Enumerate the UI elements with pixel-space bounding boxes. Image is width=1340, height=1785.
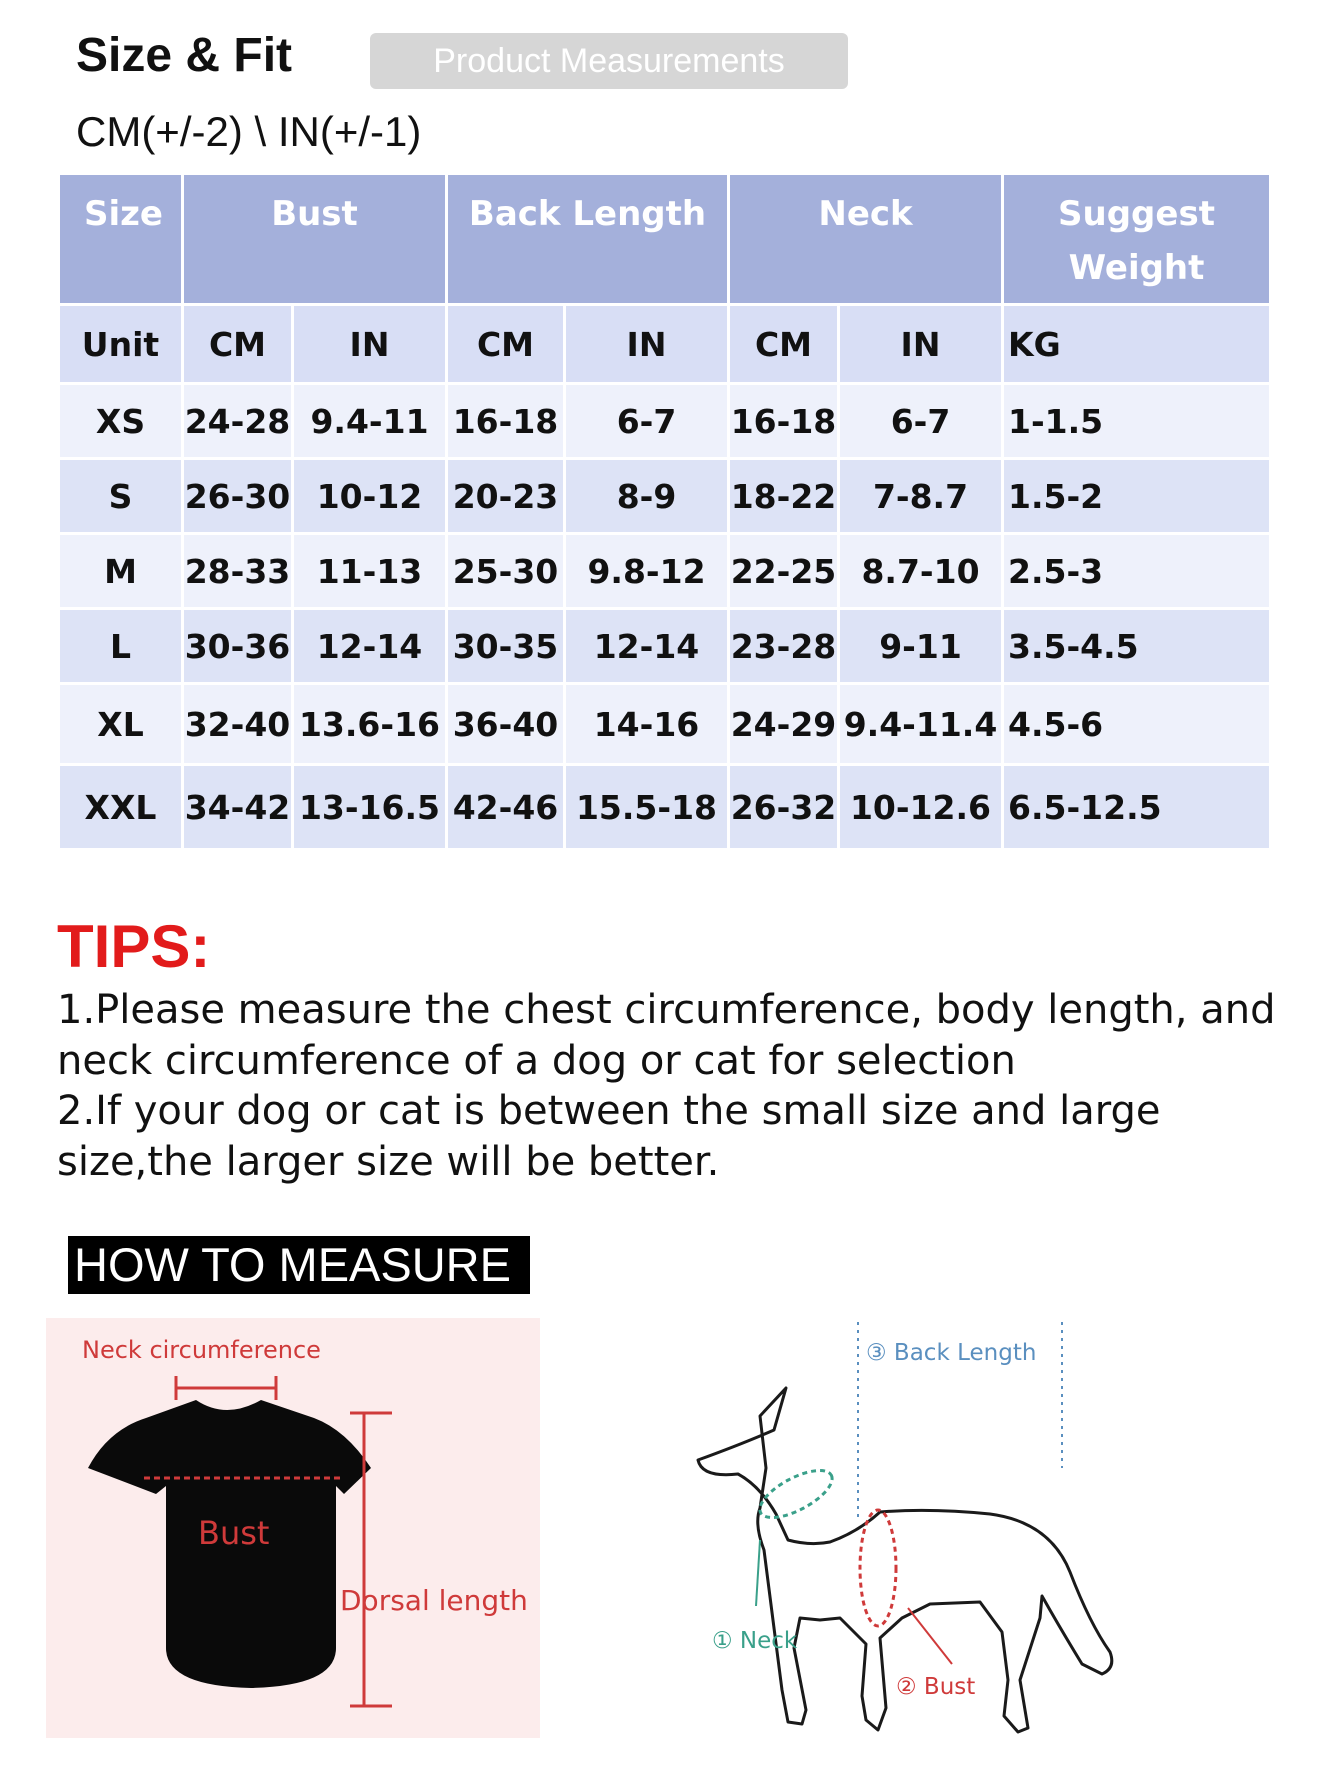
bust-ring [860,1510,896,1626]
tip-1-line-2: neck circumference of a dog or cat for selection [57,1038,1016,1084]
header-suggest-weight-line2: Weight [1068,248,1205,288]
table-cell: IN [565,305,729,384]
table-row [59,765,1271,850]
table-row [59,459,1271,534]
table-cell: IN [293,305,447,384]
units-note: CM(+/-2) \ IN(+/-1) [76,108,422,155]
tip-2-line-2: size,the larger size will be better. [57,1139,720,1185]
table-row [59,384,1271,459]
table-cell: 10-12 [293,459,447,534]
tip-1-line-1: 1.Please measure the chest circumference, body length, and [57,987,1276,1033]
table-cell: 18-22 [729,459,839,534]
table-header-row [59,174,1271,305]
table-cell: 36-40 [447,684,565,765]
table-cell: 3.5-4.5 [1003,609,1271,684]
table-cell: 9-11 [839,609,1003,684]
neck-label: ① Neck [712,1628,798,1654]
header-suggest-weight-line1: Suggest [1058,194,1215,234]
table-cell: 16-18 [729,384,839,459]
table-cell: 26-32 [729,765,839,850]
table-cell: 24-28 [183,384,293,459]
table-cell: 20-23 [447,459,565,534]
table-row [59,609,1271,684]
table-cell: 2.5-3 [1003,534,1271,609]
table-cell: 30-36 [183,609,293,684]
header-neck: Neck [729,174,1003,305]
tips-heading: TIPS: [57,913,211,980]
table-cell: 6-7 [565,384,729,459]
table-cell: 12-14 [565,609,729,684]
table-cell: 30-35 [447,609,565,684]
table-cell: 24-29 [729,684,839,765]
bust-label: Bust [198,1514,270,1552]
table-cell: 16-18 [447,384,565,459]
table-cell: 8-9 [565,459,729,534]
table-cell: 22-25 [729,534,839,609]
table-cell: 34-42 [183,765,293,850]
dorsal-length-label: Dorsal length [340,1584,528,1617]
table-cell: 4.5-6 [1003,684,1271,765]
table-cell: 28-33 [183,534,293,609]
dog-measure-illustration [690,1318,1150,1758]
shirt-diagram [46,1318,540,1738]
back-length-label: ③ Back Length [866,1340,1037,1366]
table-cell: 32-40 [183,684,293,765]
table-cell: 9.4-11 [293,384,447,459]
dog-diagram [690,1318,1150,1758]
table-cell: IN [839,305,1003,384]
table-cell: CM [183,305,293,384]
page-title: Size & Fit [76,29,293,82]
table-cell: 25-30 [447,534,565,609]
table-cell: 11-13 [293,534,447,609]
table-cell: 13-16.5 [293,765,447,850]
size-table [57,172,1272,851]
table-cell: 6.5-12.5 [1003,765,1271,850]
table-cell: 26-30 [183,459,293,534]
table-cell: CM [729,305,839,384]
table-cell: 9.4-11.4 [839,684,1003,765]
table-cell: 15.5-18 [565,765,729,850]
table-row [59,534,1271,609]
table-cell: M [59,534,183,609]
table-cell: 13.6-16 [293,684,447,765]
neck-circumference-label: Neck circumference [82,1336,321,1364]
dog-bust-label: ② Bust [896,1674,976,1700]
table-cell: 23-28 [729,609,839,684]
unit-row [59,305,1271,384]
bust-pointer [908,1608,952,1664]
table-cell: 6-7 [839,384,1003,459]
table-cell: 7-8.7 [839,459,1003,534]
table-cell: 8.7-10 [839,534,1003,609]
table-row [59,684,1271,765]
product-measurements-badge: Product Measurements [370,33,848,89]
header-bust: Bust [183,174,447,305]
shirt-measure-illustration [46,1318,540,1738]
header-size: Size [59,174,183,305]
table-cell: L [59,609,183,684]
header-suggest-weight [1003,174,1271,305]
table-cell: 42-46 [447,765,565,850]
table-cell: KG [1003,305,1271,384]
table-cell: 12-14 [293,609,447,684]
table-cell: CM [447,305,565,384]
table-cell: 9.8-12 [565,534,729,609]
table-cell: Unit [59,305,183,384]
table-cell: XL [59,684,183,765]
header-back-length: Back Length [447,174,729,305]
table-cell: 14-16 [565,684,729,765]
how-to-measure-heading: HOW TO MEASURE [68,1236,530,1294]
table-cell: 1.5-2 [1003,459,1271,534]
table-cell: S [59,459,183,534]
table-cell: 1-1.5 [1003,384,1271,459]
tip-2-line-1: 2.If your dog or cat is between the small size and large [57,1088,1161,1134]
table-cell: XS [59,384,183,459]
table-cell: 10-12.6 [839,765,1003,850]
neck-pointer [756,1540,760,1606]
table-cell: XXL [59,765,183,850]
